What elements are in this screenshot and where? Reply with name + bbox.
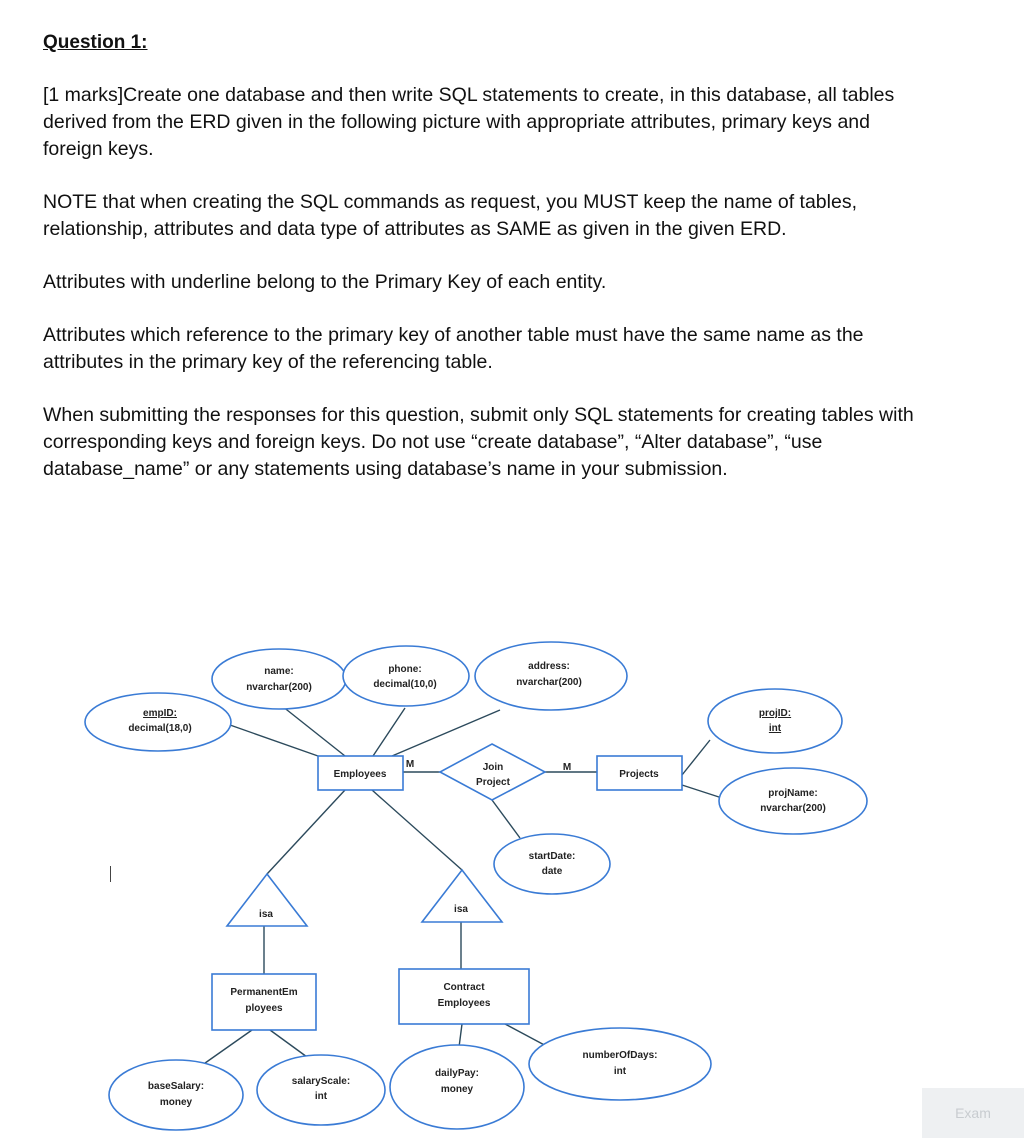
question-paragraph-1: [1 marks]Create one database and then write SQL statements to create, in this database, all tables derived from the ERD given in the following picture with appropriate attributes, primary keys and foreign keys. [43, 84, 895, 160]
attr-projName-name: projName: [768, 788, 818, 799]
attr-startDate-type: date [541, 866, 563, 877]
attr-name [212, 649, 346, 709]
isa-triangle-left [227, 874, 307, 926]
question-title: Question 1: [43, 32, 148, 53]
entity-permanent-label-2: ployees [245, 1003, 283, 1014]
relationship-label-2: Project [476, 777, 510, 788]
entity-contract-label-1: Contract [443, 982, 485, 993]
entity-employees [318, 756, 403, 790]
isa-triangle-right [422, 870, 502, 922]
question-paragraph-5: When submitting the responses for this question, submit only SQL statements for creating tables with corresponding keys and foreign keys. Do not use “create database”, “Alter database”, “use database_name” or any statements using database’s name in your submission. [43, 404, 914, 480]
question-paragraph-4: Attributes which reference to the primary key of another table must have the same name as the attributes in the primary key of the referencing table. [43, 324, 864, 373]
attr-startDate [494, 834, 610, 894]
attr-address [475, 642, 627, 710]
entity-projects-label: Projects [619, 769, 659, 780]
attr-projID-type: int [768, 723, 782, 734]
attr-projID-name: projID: [758, 708, 792, 719]
entity-contract-employees [399, 969, 529, 1024]
attr-numberOfDays-type: int [613, 1066, 627, 1077]
attr-phone-type: decimal(10,0) [373, 679, 437, 690]
attr-projID [708, 689, 842, 753]
cardinality-left: M [405, 759, 415, 770]
entity-projects [597, 756, 682, 790]
attr-startDate-name: startDate: [528, 851, 576, 862]
attr-numberOfDays [529, 1028, 711, 1100]
attr-empID [85, 693, 231, 751]
attr-address-name: address: [528, 661, 570, 672]
entity-permanent-label-1: PermanentEm [230, 987, 298, 998]
attr-phone-name: phone: [388, 664, 422, 675]
isa-left-label: isa [259, 909, 273, 920]
watermark-label: Exam [955, 1105, 991, 1121]
text-cursor-mark [110, 866, 111, 882]
attr-salaryScale-type: int [314, 1091, 328, 1102]
attr-address-type: nvarchar(200) [516, 677, 582, 688]
attr-baseSalary-name: baseSalary: [147, 1081, 205, 1092]
attr-phone [343, 646, 469, 706]
question-paragraph-3: Attributes with underline belong to the Primary Key of each entity. [43, 271, 607, 293]
entity-contract-label-2: Employees [437, 998, 491, 1009]
entity-permanent-employees [212, 974, 316, 1030]
attr-salaryScale [257, 1055, 385, 1125]
relationship-join-project [440, 744, 545, 800]
entity-employees-label: Employees [333, 769, 387, 780]
attr-baseSalary-type: money [159, 1097, 193, 1108]
attr-projName-type: nvarchar(200) [760, 803, 826, 814]
attr-name-name: name: [264, 666, 294, 677]
attr-baseSalary [109, 1060, 243, 1130]
relationship-label-1: Join [482, 762, 504, 773]
attr-dailyPay-type: money [440, 1084, 474, 1095]
cardinality-right: M [562, 762, 572, 773]
exam-watermark [922, 1088, 1024, 1138]
attr-empID-name: empID: [143, 708, 177, 719]
attr-dailyPay [390, 1045, 524, 1129]
attr-empID-type: decimal(18,0) [128, 723, 192, 734]
isa-right-label: isa [454, 904, 468, 915]
question-document [43, 30, 923, 509]
attr-salaryScale-name: salaryScale: [291, 1076, 351, 1087]
attr-projName [719, 768, 867, 834]
question-paragraph-2: NOTE that when creating the SQL commands as request, you MUST keep the name of tables, relationship, attributes and data type of attributes as SAME as given in the given ERD. [43, 191, 857, 240]
attr-name-type: nvarchar(200) [246, 682, 312, 693]
attr-dailyPay-name: dailyPay: [435, 1068, 479, 1079]
attr-numberOfDays-name: numberOfDays: [582, 1050, 658, 1061]
